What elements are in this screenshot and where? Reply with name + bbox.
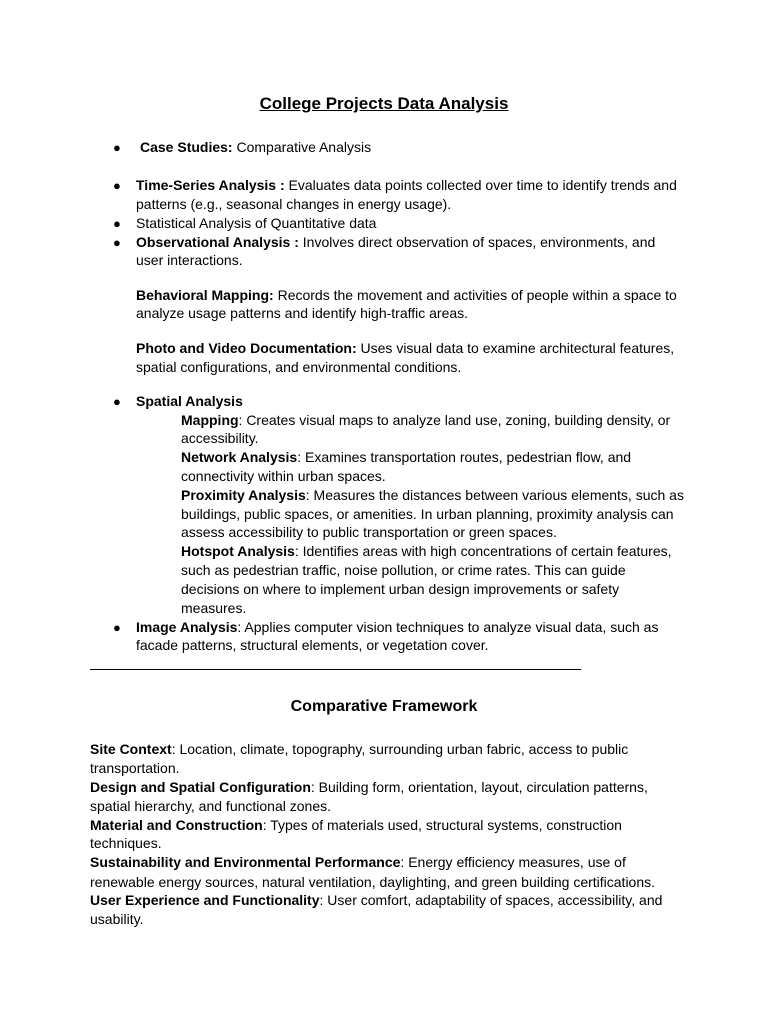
item-text-continued: techniques. xyxy=(90,835,162,851)
item-text: : Creates visual maps to analyze land use, zoning, building density, or xyxy=(238,412,671,428)
bullet-icon: ● xyxy=(113,394,121,409)
list-item-spatial-analysis: Spatial Analysis xyxy=(136,393,243,409)
list-item-time-series xyxy=(136,176,677,195)
item-label: Material and Construction xyxy=(90,817,263,833)
list-item-observational xyxy=(136,233,655,252)
paragraph-photo-video xyxy=(136,339,674,358)
item-text-continued: user interactions. xyxy=(136,252,243,268)
item-text: : Location, climate, topography, surrounding urban fabric, access to public xyxy=(171,741,629,757)
framework-material-construction xyxy=(90,816,622,835)
section-title: Comparative Framework xyxy=(290,698,478,715)
item-text-continued: decisions on where to implement urban design improvements or safety xyxy=(181,581,620,597)
item-text: : Identifies areas with high concentrations of certain features, xyxy=(294,543,672,559)
bullet-icon: ● xyxy=(113,140,121,155)
item-text-continued: assess accessibility to public transportation or green spaces. xyxy=(181,524,557,540)
item-text-continued: measures. xyxy=(181,600,247,616)
item-label: Case Studies: xyxy=(140,139,233,155)
item-text: : Measures the distances between various elements, such as xyxy=(305,487,684,503)
horizontal-divider xyxy=(90,669,581,670)
item-text: : Applies computer vision techniques to analyze visual data, such as xyxy=(237,619,659,635)
bullet-icon: ● xyxy=(113,620,121,635)
item-label: Behavioral Mapping: xyxy=(136,287,274,303)
framework-design-spatial xyxy=(90,778,648,797)
item-label: Hotspot Analysis xyxy=(181,543,295,559)
sub-item-hotspot-analysis xyxy=(181,542,672,561)
item-label: Time-Series Analysis : xyxy=(136,177,285,193)
item-text: Evaluates data points collected over time to identify trends and xyxy=(284,177,677,193)
page-title: College Projects Data Analysis xyxy=(259,94,509,113)
item-text-continued: spatial configurations, and environmental conditions. xyxy=(136,359,462,375)
framework-site-context xyxy=(90,740,628,759)
item-text: Uses visual data to examine architectural features, xyxy=(356,340,675,356)
item-label: Site Context xyxy=(90,741,172,757)
item-text-continued: usability. xyxy=(90,911,144,927)
bullet-icon: ● xyxy=(113,235,121,250)
item-text: Records the movement and activities of people within a space to xyxy=(273,287,677,303)
item-label: Design and Spatial Configuration xyxy=(90,779,311,795)
item-text-continued: such as pedestrian traffic, noise pollution, or crime rates. This can guide xyxy=(181,562,626,578)
item-text-continued: analyze usage patterns and identify high-traffic areas. xyxy=(136,305,469,321)
item-text: Involves direct observation of spaces, environments, and xyxy=(298,234,656,250)
item-label: Proximity Analysis xyxy=(181,487,306,503)
item-text-continued: accessibility. xyxy=(181,430,259,446)
list-item-image-analysis xyxy=(136,618,658,637)
sub-item-network-analysis xyxy=(181,448,631,467)
paragraph-behavioral-mapping xyxy=(136,286,677,305)
item-label: Observational Analysis : xyxy=(136,234,299,250)
item-text-continued: spatial hierarchy, and functional zones. xyxy=(90,798,331,814)
bullet-icon: ● xyxy=(113,178,121,193)
item-text: : Energy efficiency measures, use of xyxy=(400,854,626,870)
item-text-continued: facade patterns, structural elements, or vegetation cover. xyxy=(136,637,489,653)
framework-user-experience xyxy=(90,891,662,910)
item-label: Image Analysis xyxy=(136,619,238,635)
item-text-continued: connectivity within urban spaces. xyxy=(181,468,386,484)
item-label: Sustainability and Environmental Performance xyxy=(90,854,401,870)
sub-item-mapping xyxy=(181,411,670,430)
bullet-icon: ● xyxy=(113,216,121,231)
item-text-continued: renewable energy sources, natural ventilation, daylighting, and green building certifications. xyxy=(90,874,656,890)
sub-item-proximity-analysis xyxy=(181,486,684,505)
item-text: : Building form, orientation, layout, circulation patterns, xyxy=(310,779,648,795)
item-text-continued: patterns (e.g., seasonal changes in energy usage). xyxy=(136,196,452,212)
item-text: Comparative Analysis xyxy=(232,139,372,155)
item-label: Photo and Video Documentation: xyxy=(136,340,357,356)
framework-sustainability xyxy=(90,853,626,872)
list-item-case-studies xyxy=(140,138,371,157)
item-text: : User comfort, adaptability of spaces, accessibility, and xyxy=(319,892,663,908)
item-label: Mapping xyxy=(181,412,239,428)
item-text: : Examines transportation routes, pedestrian flow, and xyxy=(297,449,632,465)
item-label: Network Analysis xyxy=(181,449,298,465)
item-text: : Types of materials used, structural systems, construction xyxy=(262,817,622,833)
item-text-continued: transportation. xyxy=(90,760,180,776)
item-text-continued: buildings, public spaces, or amenities. In urban planning, proximity analysis can xyxy=(181,506,674,522)
list-item-statistical: Statistical Analysis of Quantitative data xyxy=(136,215,377,231)
item-label: User Experience and Functionality xyxy=(90,892,320,908)
